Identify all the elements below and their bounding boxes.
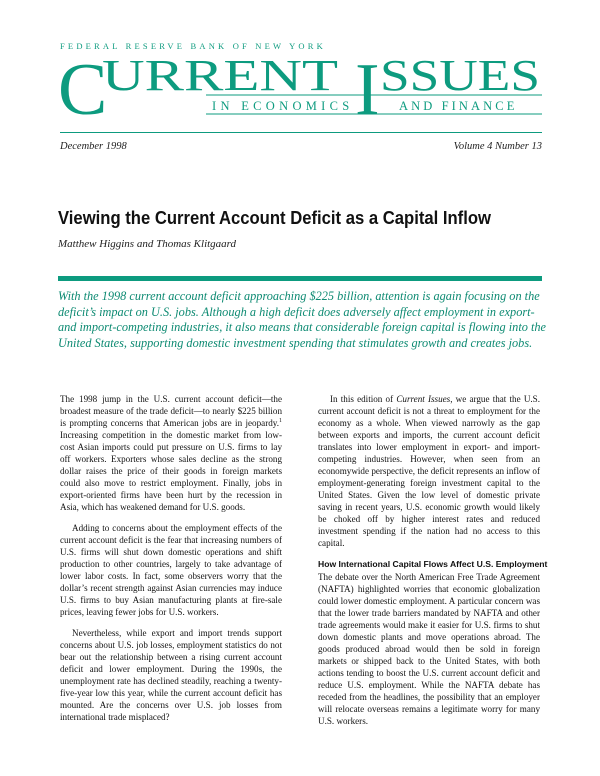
article-title: Viewing the Current Account Deficit as a Capital Inflow — [58, 207, 491, 228]
masthead-logo — [58, 52, 548, 122]
logo-word-urrent: URRENT — [102, 52, 339, 100]
footnote-ref: 1 — [279, 417, 282, 424]
issue-volume: Volume 4 Number 13 — [453, 141, 542, 152]
paragraph: Adding to concerns about the employment effects of the current account deficit is the fear that increasing numbers of U.S. firms will shut down domestic operations and shift production to other countries, largely to take advantage of lower labor costs. In fact, some observers worry that the dollar’s recent strength against Asian currencies may induce U.S. firms to buy Asian manufacturing plants at fire-sale prices, leaving fewer jobs for U.S. workers. — [60, 523, 282, 617]
bank-name: FEDERAL RESERVE BANK OF NEW YORK — [60, 41, 326, 51]
section-heading: How International Capital Flows Affect U.S. Employment — [318, 559, 548, 569]
abstract-divider — [58, 276, 542, 281]
body-column-left — [60, 393, 282, 732]
paragraph: Nevertheless, while export and import trends support concerns about U.S. job losses, employment statistics do not bear out the relationship between a rising current account deficit and lower employment. During the 1990s, the unemployment rate has declined steadily, reaching a twenty-five-year low this year, while the current account deficit has mounted. Are the concerns over U.S. job losses from international trade misplaced? — [60, 628, 282, 722]
masthead-rule — [60, 132, 542, 133]
issue-date: December 1998 — [60, 141, 127, 152]
logo-letter-i: I — [355, 52, 380, 122]
publication-name: Current Issues — [396, 394, 451, 404]
logo-letter-c: C — [58, 52, 108, 122]
paragraph: The debate over the North American Free Trade Agreement (NAFTA) highlighted worries that economic globalization could lower domestic employment. A particular concern was that the lower trade barriers mandated by NAFTA and other trade agreements would make it easier for U.S. firms to shut down domestic plants and move operations abroad. The goods produced abroad would then be sold in foreign markets or shipped back to the United States, with both actions tending to boost the U.S. current account deficit and reduce U.S. employment. While the NAFTA debate has receded from the headlines, the possibility that an employer will relocate overseas remains a legitimate worry for many U.S. workers. — [318, 572, 540, 726]
logo-subtitle-right: AND FINANCE — [399, 99, 518, 113]
paragraph: The 1998 jump in the U.S. current account deficit—the broadest measure of the trade deficit—to nearly $225 billion is prompting concerns that American jobs are in jeopardy.$^1$ Increasing competition in the domestic market from low-cost Asian imports could put pressure on U.S. firms to lay off workers. Exporters whose sales decline as the strong dollar raises the price of their goods in foreign markets could also move to restrict employment. Finally, jobs in export-oriented firms have been hurt by the recession in Asia, which has weakened demand for U.S. goods. — [60, 394, 282, 512]
paragraph: In this edition of Current Issues, we argue that the U.S. current account deficit is not a threat to employment for the economy as a whole. When viewed narrowly as the gap between exports and imports, the current account deficit translates into lower employment in export- and import-competing industries. However, when seen from an economywide perspective, the deficit represents an inflow of employment-generating foreign investment capital to the United States. Given the low level of domestic private saving in recent years, U.S. economic growth would likely be choked off by higher interest rates and reduced investment spending if the nation had no access to this capital. — [318, 394, 541, 548]
logo-subtitle-left: IN ECONOMICS — [212, 99, 354, 113]
article-abstract: With the 1998 current account deficit approaching $225 billion, attention is again focusing on the deficit’s impact on U.S. jobs. Although a high deficit does adversely affect employment in export- and import-competing industries, it also means that considerable foreign capital is flowing into the United States, supporting domestic investment spending that stimulates growth and creates jobs. — [58, 289, 546, 350]
article-authors: Matthew Higgins and Thomas Klitgaard — [58, 238, 237, 250]
body-column-right — [318, 393, 548, 727]
logo-word-ssues: SSUES — [380, 52, 540, 100]
